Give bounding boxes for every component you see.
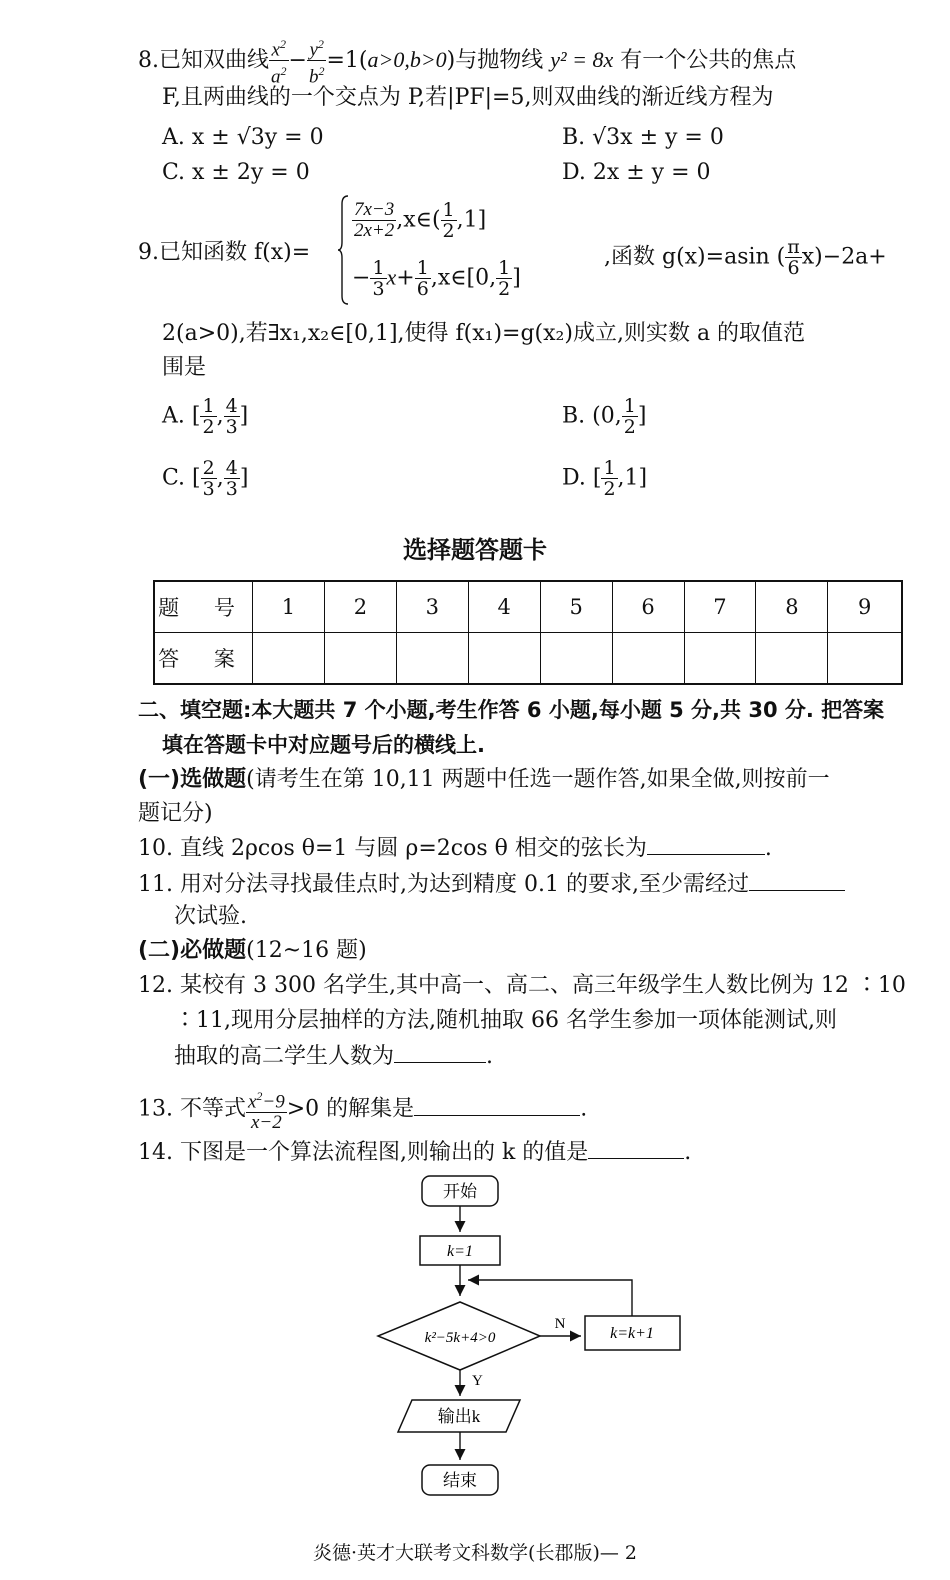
question-number-cell: 8 — [756, 581, 828, 633]
flow-init-label: k=1 — [447, 1243, 473, 1260]
question-number-cell: 5 — [540, 581, 612, 633]
q10: 10. 直线 2ρcos θ=1 与圆 ρ=2cos θ 相交的弦长为 . — [138, 832, 772, 865]
q10-answer-blank[interactable] — [647, 832, 765, 855]
question-number-cell: 4 — [468, 581, 540, 633]
answer-cell[interactable] — [468, 633, 540, 685]
q9-line2: 2(a>0),若∃x₁,x₂∈[0,1],使得 f(x₁)=g(x₂)成立,则实数 a 的取值范 — [162, 321, 806, 346]
q13-answer-blank[interactable] — [414, 1093, 580, 1116]
answer-cell[interactable] — [756, 633, 828, 685]
section2-heading-line1: 二、填空题:本大题共 7 个小题,考生作答 6 小题,每小题 5 分,共 30 分. 把答案 — [138, 698, 885, 722]
flow-no-label: N — [554, 1316, 566, 1332]
question-number-cell: 9 — [828, 581, 902, 633]
row-header-number: 题 号 — [154, 581, 253, 633]
part1-line2: 题记分) — [138, 801, 213, 826]
question-number-cell: 1 — [253, 581, 325, 633]
section2-heading-line2: 填在答题卡中对应题号后的横线上. — [162, 733, 485, 757]
question-number-cell: 2 — [324, 581, 396, 633]
q9-option-c: C. [ $\frac{2}{3}$ , $\frac{4}{3}$ ] — [162, 457, 249, 500]
answer-cell[interactable] — [324, 633, 396, 685]
flow-condition-label: k²−5k+4>0 — [424, 1330, 496, 1346]
flow-start-label: 开始 — [443, 1182, 477, 1201]
q13: 13. 不等式 $\frac{x^2-9}{x-2}$ >0 的解集是 . — [138, 1086, 587, 1133]
q14: 14. 下图是一个算法流程图,则输出的 k 的值是 . — [138, 1136, 691, 1169]
part1-label: (一)选做题 — [138, 767, 247, 792]
q12-line2: ∶11,现用分层抽样的方法,随机抽取 66 名学生参加一项体能测试,则 — [174, 1008, 837, 1033]
answer-cell[interactable] — [828, 633, 902, 685]
q12-answer-blank[interactable] — [394, 1040, 486, 1063]
row-header-answer: 答 案 — [154, 633, 253, 685]
flow-yes-label: Y — [472, 1373, 483, 1389]
answer-card-answer-row — [154, 633, 902, 685]
q9-option-b: B. (0, $\frac{1}{2}$ ] — [562, 395, 647, 438]
q9-lead: 9.已知函数 f(x)= — [138, 240, 311, 265]
flow-end-label: 结束 — [443, 1471, 477, 1490]
part1-line1: (一)选做题(请考生在第 10,11 两题中任选一题作答,如果全做,则按前一 — [138, 767, 830, 792]
q8-option-a: A. x ± √3y = 0 — [162, 125, 324, 150]
flow-output-label: 输出k — [437, 1407, 481, 1426]
question-number-cell: 3 — [396, 581, 468, 633]
q9-g-function: ,函数 g(x)=asin ( $\frac{\pi}{6}$ x)−2a+ — [604, 236, 887, 279]
page-footer: 炎德·英才大联考文科数学(长郡版)— 2 — [313, 1542, 637, 1564]
question-number-cell: 6 — [612, 581, 684, 633]
answer-card-number-row — [154, 581, 902, 633]
q8-option-c: C. x ± 2y = 0 — [162, 160, 310, 185]
answer-cell[interactable] — [253, 633, 325, 685]
answer-card-title: 选择题答题卡 — [403, 536, 547, 564]
q11-answer-blank[interactable] — [749, 868, 845, 891]
fraction-x2-a2: $\frac{x^2}{a^2}$ — [269, 34, 289, 88]
part2-line: (二)必做题(12~16 题) — [138, 938, 367, 963]
q12-line1: 12. 某校有 3 300 名学生,其中高一、高二、高三年级学生人数比例为 12 ∶10 — [138, 973, 906, 998]
q9-option-d: D. [ $\frac{1}{2}$ ,1] — [562, 457, 648, 500]
piecewise-brace — [337, 194, 349, 306]
q8-line2: F,且两曲线的一个交点为 P,若|PF|=5,则双曲线的渐近线方程为 — [162, 85, 774, 110]
q11-line2: 次试验. — [174, 904, 247, 929]
answer-cell[interactable] — [540, 633, 612, 685]
q8-option-d: D. 2x ± y = 0 — [562, 160, 711, 185]
q8-line1: 8.已知双曲线 $\frac{x^2}{a^2}$ − $\frac{y^2}{b^2}$ =1(a>0,b>0)与抛物线 y² = 8x 有一个公共的焦点 — [138, 34, 796, 88]
q8-number: 8. — [138, 47, 159, 73]
q11-line1: 11. 用对分法寻找最佳点时,为达到精度 0.1 的要求,至少需经过 — [138, 868, 845, 901]
answer-card-table — [153, 580, 903, 685]
part2-label: (二)必做题 — [138, 938, 247, 963]
fraction-inequality: $\frac{x^2-9}{x-2}$ — [246, 1086, 287, 1133]
answer-cell[interactable] — [612, 633, 684, 685]
fraction-y2-b2: $\frac{y^2}{b^2}$ — [307, 34, 327, 88]
q9-piece1: $\frac{7x-3}{2x+2}$ ,x∈( $\frac{1}{2}$ ,1] — [354, 199, 487, 242]
answer-cell[interactable] — [684, 633, 756, 685]
question-number-cell: 7 — [684, 581, 756, 633]
flow-update-label: k=k+1 — [610, 1325, 654, 1342]
q9-piece2: − $\frac{1}{3}$ x+ $\frac{1}{6}$ ,x∈[0, $\frac{1}{2}$ ] — [352, 257, 521, 300]
q8-option-b: B. √3x ± y = 0 — [562, 125, 724, 150]
q14-answer-blank[interactable] — [588, 1136, 684, 1159]
answer-cell[interactable] — [396, 633, 468, 685]
algorithm-flowchart — [360, 1168, 700, 1510]
q12-line3: 抽取的高二学生人数为 . — [174, 1040, 493, 1073]
q9-line3: 围是 — [162, 355, 207, 380]
q9-option-a: A. [ $\frac{1}{2}$ , $\frac{4}{3}$ ] — [162, 395, 249, 438]
